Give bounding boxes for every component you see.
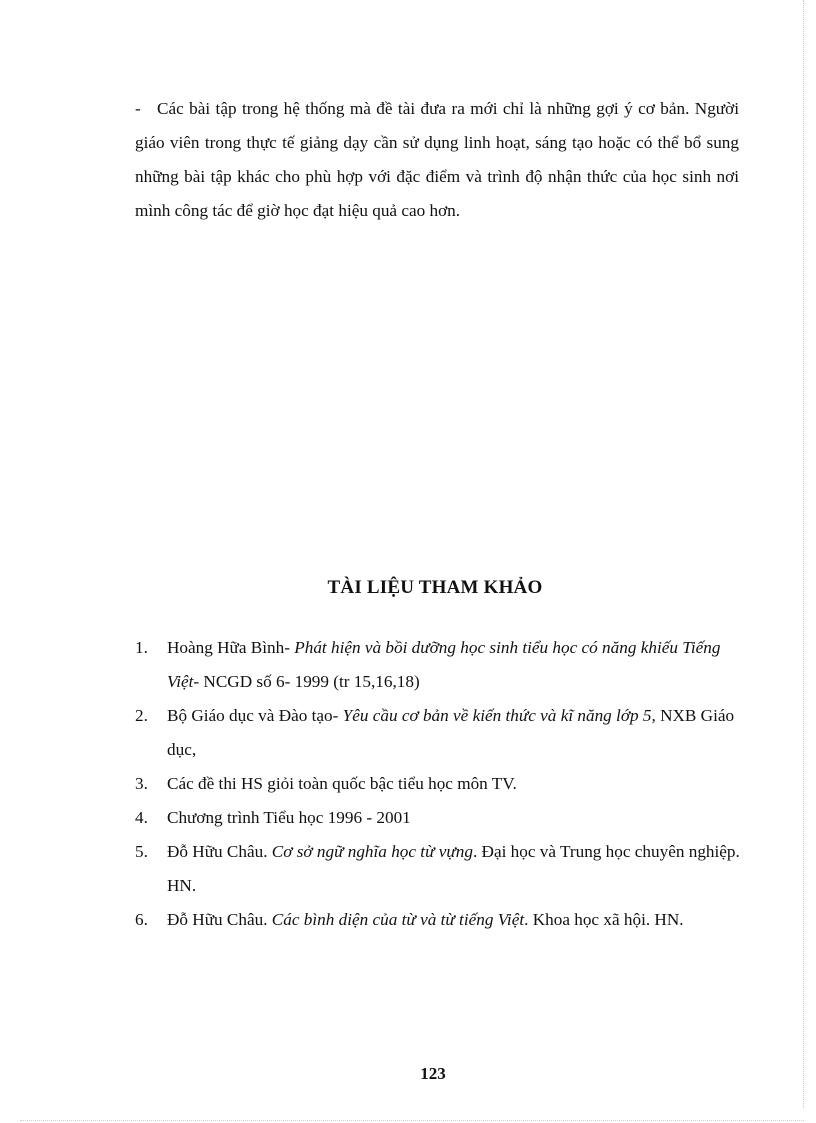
- reference-item: [135, 631, 741, 699]
- reference-item: [135, 767, 741, 801]
- reference-publication: . Đại học và Trung học chuyên nghiệp. HN.: [167, 842, 740, 895]
- reference-item: [135, 835, 741, 903]
- references-title: TÀI LIỆU THAM KHẢO: [327, 577, 543, 598]
- reference-text: Chương trình Tiểu học 1996 - 2001: [167, 808, 411, 827]
- references-list: [135, 631, 741, 937]
- reference-author: Đỗ Hữu Châu.: [167, 842, 272, 861]
- reference-author: Hoàng Hữa Bình-: [167, 638, 295, 657]
- reference-number: 4.: [135, 808, 148, 827]
- reference-publication: - NCGD số 6- 1999 (tr 15,16,18): [193, 672, 420, 691]
- reference-publication: . Khoa học xã hội. HN.: [524, 910, 684, 929]
- page-number: 123: [420, 1064, 446, 1083]
- reference-number: 1.: [135, 638, 148, 657]
- reference-text: Các đề thi HS giỏi toàn quốc bậc tiểu học môn TV.: [167, 774, 517, 793]
- reference-number: 6.: [135, 910, 148, 929]
- reference-author: Bộ Giáo dục và Đào tạo-: [167, 706, 343, 725]
- reference-author: Đỗ Hữu Châu.: [167, 910, 272, 929]
- reference-item: [135, 801, 741, 835]
- reference-number: 3.: [135, 774, 148, 793]
- reference-number: 2.: [135, 706, 148, 725]
- reference-work-title: Yêu cầu cơ bản về kiến thức và kĩ năng lớp 5,: [342, 706, 656, 725]
- reference-work-title: Phát hiện và bồi dưỡng học sinh tiểu học có năng khiếu Tiếng Việt: [167, 638, 721, 691]
- reference-publication: NXB Giáo dục,: [167, 706, 735, 759]
- bullet-dash: -: [135, 99, 141, 118]
- intro-paragraph: [135, 92, 739, 228]
- reference-item: [135, 903, 741, 937]
- page-bottom-border: [20, 1120, 804, 1121]
- intro-text: Các bài tập trong hệ thống mà đề tài đưa ra mới chỉ là những gợi ý cơ bản. Người giáo viên trong thực tế giảng dạy cần sử dụng linh hoạt, sáng tạo hoặc có thể bổ sung những bài tập khác cho phù hợp với đặc điểm và trình độ nhận thức của học sinh nơi mình công tác để giờ học đạt hiệu quả cao hơn.: [135, 99, 739, 220]
- reference-number: 5.: [135, 842, 148, 861]
- reference-item: [135, 699, 741, 767]
- page-right-border: [803, 0, 804, 1108]
- reference-work-title: Các bình diện của từ và từ tiếng Việt: [271, 910, 525, 929]
- reference-work-title: Cơ sở ngữ nghĩa học từ vựng: [271, 842, 473, 861]
